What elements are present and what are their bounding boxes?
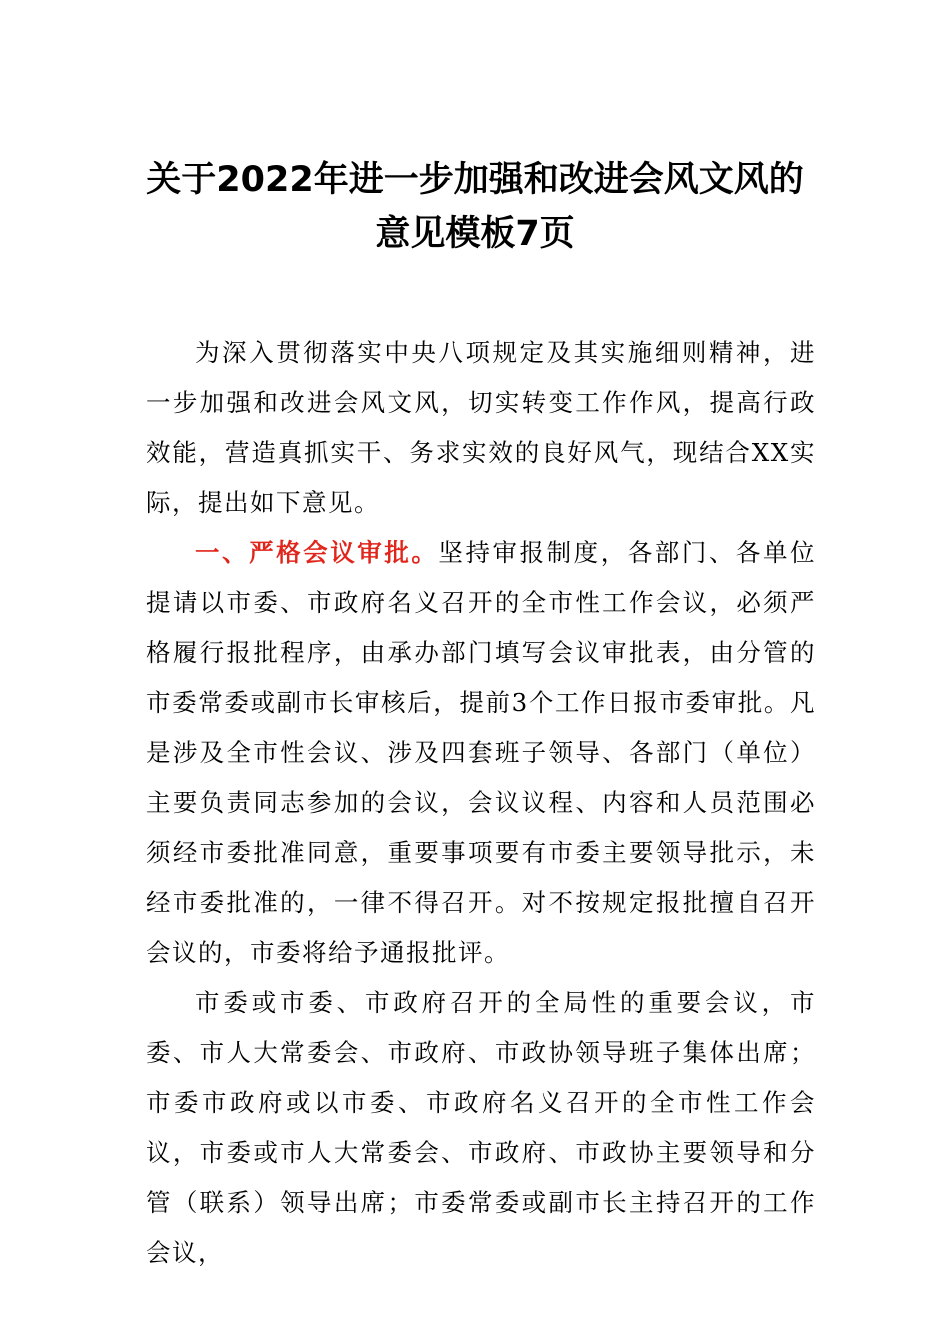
section-1-paragraph	[146, 528, 816, 978]
title-line-2: 意见模板7页	[375, 214, 575, 254]
document-body	[146, 328, 816, 1278]
section-1-heading: 一、严格会议审批。	[195, 538, 439, 567]
paragraph-3: 市委或市委、市政府召开的全局性的重要会议，市委、市人大常委会、市政府、市政协领导班子集体出席；市委市政府或以市委、市政府名义召开的全市性工作会议，市委或市人大常委会、市政府、市政协主要领导和分管（联系）领导出席；市委常委或副市长主持召开的工作会议，	[146, 988, 816, 1267]
section-1-body: 坚持审报制度，各部门、各单位提请以市委、市政府名义召开的全市性工作会议，必须严格履行报批程序，由承办部门填写会议审批表，由分管的市委常委或副市长审核后，提前3个工作日报市委审批。凡是涉及全市性会议、涉及四套班子领导、各部门（单位）主要负责同志参加的会议，会议议程、内容和人员范围必须经市委批准同意，重要事项要有市委主要领导批示，未经市委批准的，一律不得召开。对不按规定报批擅自召开会议的，市委将给予通报批评。	[146, 538, 817, 967]
intro-paragraph: 为深入贯彻落实中央八项规定及其实施细则精神，进一步加强和改进会风文风，切实转变工作作风，提高行政效能，营造真抓实干、务求实效的良好风气，现结合XX实际，提出如下意见。	[146, 338, 816, 517]
title-line-1: 关于2022年进一步加强和改进会风文风的	[146, 160, 804, 200]
document-title	[0, 153, 950, 261]
